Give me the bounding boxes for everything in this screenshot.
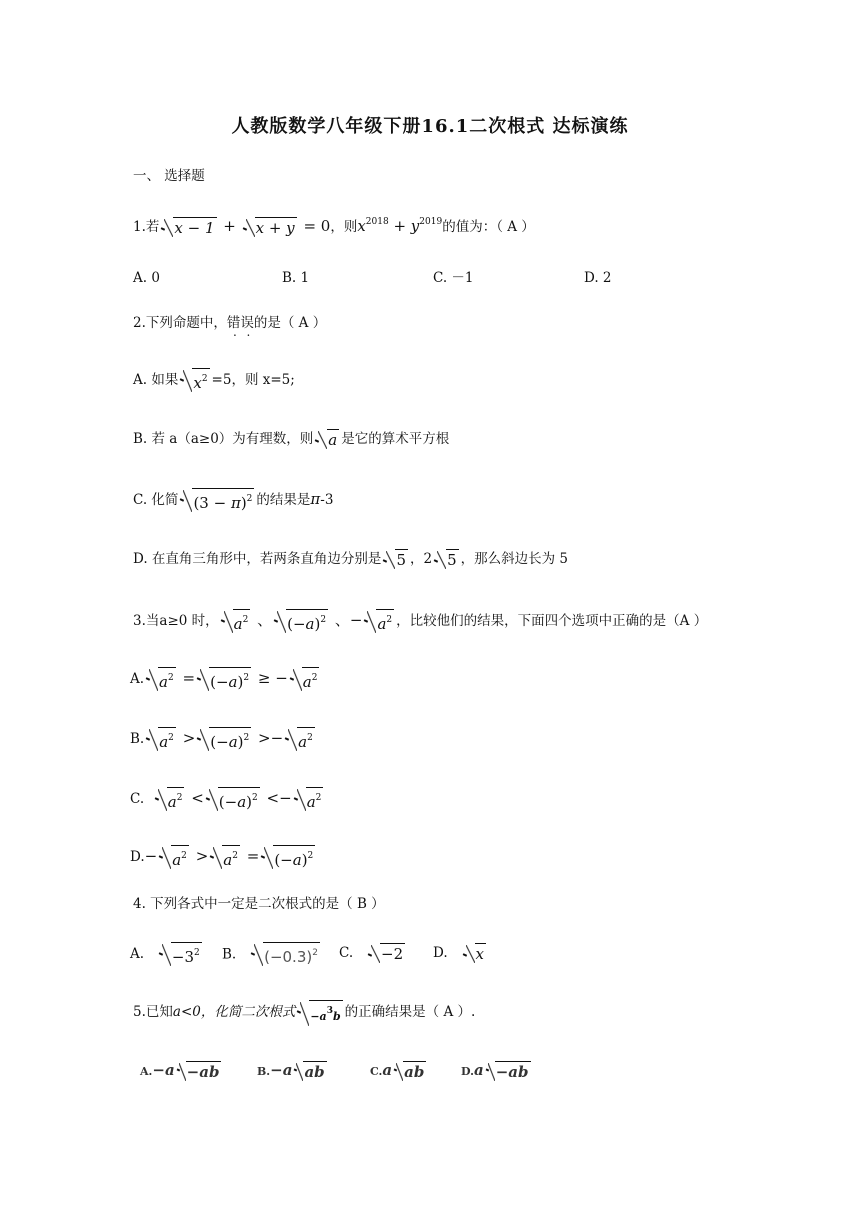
q2-b-suffix: 是它的算术平方根 — [341, 431, 450, 447]
q5-label-a: A. — [140, 1065, 153, 1078]
q5-option-d: D.a −ab — [461, 1061, 529, 1081]
q3-prefix: 3.当 — [133, 613, 160, 629]
q1-suffix: 的值为：（ A ） — [442, 219, 535, 235]
q2-a-suffix: =5，则 x=5; — [211, 372, 295, 388]
q2-emph-1: 错 — [226, 315, 241, 331]
q4-label-a: A. — [130, 946, 145, 962]
q5-option-c: C.a ab — [370, 1061, 425, 1081]
q2-a-formula: $x^2$ — [178, 370, 211, 388]
q2-d-mid: ，2 — [409, 551, 433, 567]
q3-option-c: C. $a^2 < (-a)^2 <- a^2$ — [130, 789, 322, 811]
q1-option-b: B. 1 — [282, 270, 310, 286]
q2-option-d: D. 在直角三角形中，若两条直角边分别是 5 ，2 5 ，那么斜边长为 5 — [133, 551, 569, 569]
question-4-stem: 4. 下列各式中一定是二次根式的是（ B ） — [133, 896, 385, 912]
q3-label-c: C. — [130, 791, 145, 807]
q3-expressions: $a^2$ 、 $(-a)^2$ 、− $a^2$ — [219, 611, 397, 629]
q2-d-suffix: ，那么斜边长为 5 — [460, 551, 569, 567]
q4-option-c: C. −2 — [339, 945, 404, 963]
question-3-stem — [133, 609, 707, 633]
q2-b-prefix: B. 若 a（a≥0）为有理数，则 — [133, 431, 314, 447]
q3-cond: a≥0 时， — [159, 613, 219, 629]
q4-option-d: D. x — [433, 945, 484, 963]
question-1-stem — [133, 212, 535, 237]
q1-option-c: C. －1 — [433, 270, 474, 286]
q5-prefix: 5.已知 — [133, 1004, 173, 1020]
section-heading: 一、 选择题 — [133, 168, 205, 184]
q2-c-prefix: C. 化简 — [133, 492, 179, 508]
q1-option-d: D. 2 — [584, 270, 612, 286]
q5-suffix: 的正确结果是（ A ）. — [344, 1004, 476, 1020]
q1-mid: ，则 — [330, 219, 358, 235]
q3-label-a: A. — [130, 671, 145, 687]
q2-option-c: C. 化简 $(3 - \pi)^2$ 的结果是π-3 — [133, 490, 334, 512]
question-2-stem — [133, 313, 326, 333]
q3-label-d: D. — [130, 849, 145, 865]
q5-label-c: C. — [370, 1065, 383, 1078]
q2-c-mid: 的结果是 — [256, 492, 311, 508]
q2-option-b — [133, 428, 449, 449]
q4-option-a: A. $-3^2$ — [130, 942, 204, 966]
q2-option-a — [133, 368, 295, 392]
q4-option-b: B. $(-0.3)^2$ — [222, 942, 322, 966]
q5-cond: a<0，化简二次根式 — [172, 1004, 296, 1020]
q2-stem-b: 的是（ A ） — [253, 315, 327, 331]
q5-label-d: D. — [461, 1065, 474, 1078]
q2-emph-2: 误 — [240, 315, 254, 331]
q4-label-d: D. — [433, 945, 448, 961]
q1-expression: $x^{2018} + y^{2019}$ — [357, 217, 443, 235]
q2-d-prefix: D. 在直角三角形中，若两条直角边分别是 — [133, 551, 382, 567]
q3-option-b: B. $a^2 > (-a)^2 >- a^2$ — [130, 729, 313, 751]
q2-a-prefix: A. 如果 — [133, 372, 179, 388]
q3-suffix: ，比较他们的结果，下面四个选项中正确的是（A ） — [396, 613, 708, 629]
q2-b-formula: a — [313, 429, 341, 447]
q1-option-a: A. 0 — [133, 270, 160, 286]
q4-label-c: C. — [339, 945, 354, 961]
q1-prefix: 1.若 — [133, 219, 160, 235]
q3-option-d: $D.- a^2 > a^2 = (-a)^2$ — [130, 847, 314, 869]
q5-formula: $-a^3b$ — [295, 1006, 344, 1019]
question-5-stem — [133, 1000, 475, 1026]
page-title: 人教版数学八年级下册16.1二次根式 达标演练 — [231, 116, 629, 137]
q2-stem-a: 2.下列命题中， — [133, 315, 227, 331]
q5-option-b: B.−a ab — [257, 1061, 325, 1081]
q5-label-b: B. — [257, 1065, 271, 1078]
q2-c-suffix: -3 — [320, 492, 334, 508]
q4-label-b: B. — [222, 946, 237, 963]
q5-option-a: A.−a −ab — [140, 1061, 220, 1081]
q1-formula: x − 1 + x + y = 0 — [159, 217, 330, 235]
q3-option-a: A. $a^2 = (-a)^2$ ≥ − $a^2$ — [130, 669, 318, 691]
q2-c-formula: $(3 - \pi)^2$ — [178, 490, 256, 508]
q3-label-b: B. — [130, 731, 145, 747]
